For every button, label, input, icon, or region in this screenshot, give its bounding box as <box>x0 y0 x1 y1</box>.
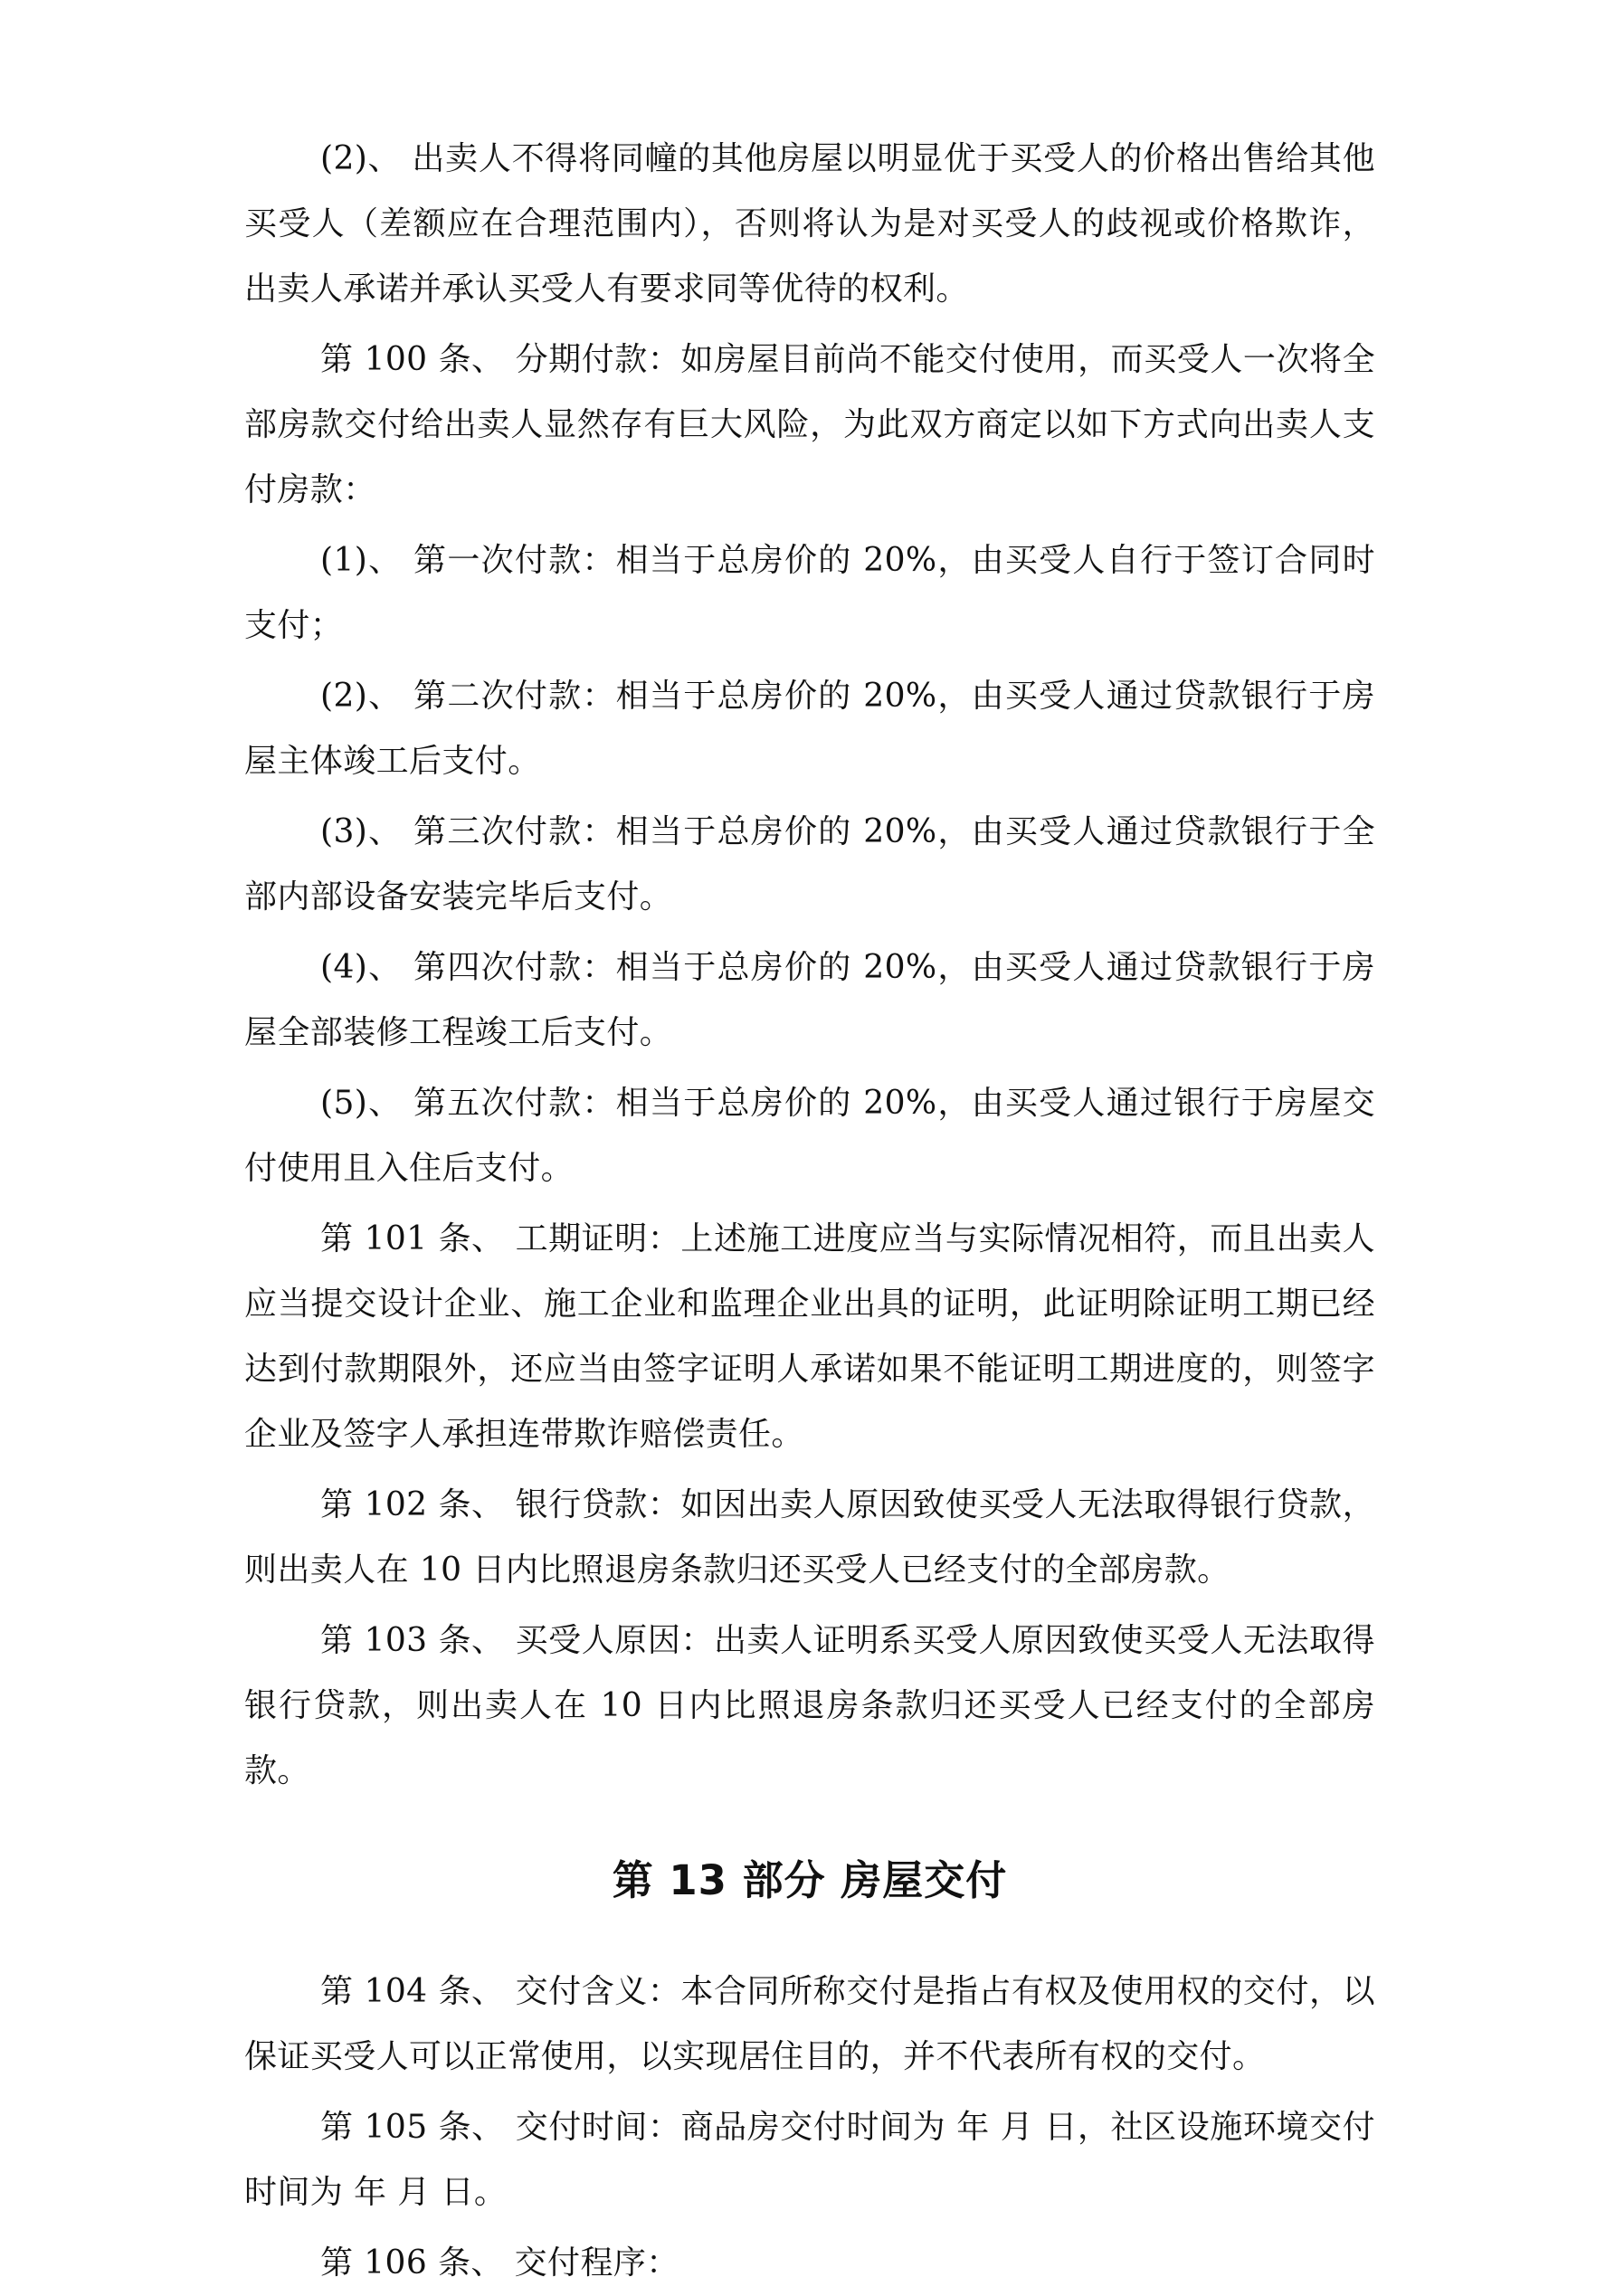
paragraph-clause-2-equal-treatment: (2)、 出卖人不得将同幢的其他房屋以明显优于买受人的价格出售给其他买受人（差额应在合理范围内），否则将认为是对买受人的歧视或价格欺诈，出卖人承诺并承认买受人有要求同等优待的权利。 <box>244 140 1375 308</box>
paragraph-payment-1: (1)、 第一次付款：相当于总房价的 20%，由买受人自行于签订合同时支付； <box>244 542 1375 644</box>
section-title: 第 13 部分 房屋交付 <box>612 1856 1008 1904</box>
paragraph-payment-5: (5)、 第五次付款：相当于总房价的 20%，由买受人通过银行于房屋交付使用且入住后支付。 <box>244 1085 1375 1187</box>
paragraph-article-105: 第 105 条、 交付时间：商品房交付时间为 年 月 日，社区设施环境交付时间为 年 月 日。 <box>244 2109 1375 2211</box>
paragraph-article-100: 第 100 条、 分期付款：如房屋目前尚不能交付使用，而买受人一次将全部房款交付给出卖人显然存有巨大风险，为此双方商定以如下方式向出卖人支付房款： <box>244 341 1375 508</box>
paragraph-payment-4: (4)、 第四次付款：相当于总房价的 20%，由买受人通过贷款银行于房屋全部装修工程竣工后支付。 <box>244 949 1375 1051</box>
paragraph-payment-3: (3)、 第三次付款：相当于总房价的 20%，由买受人通过贷款银行于全部内部设备安装完毕后支付。 <box>244 813 1375 916</box>
paragraph-article-101: 第 101 条、 工期证明：上述施工进度应当与实际情况相符，而且出卖人应当提交设计企业、施工企业和监理企业出具的证明，此证明除证明工期已经达到付款期限外，还应当由签字证明人承诺如果不能证明工期进度的，则签字企业及签字人承担连带欺诈赔偿责任。 <box>244 1220 1375 1453</box>
paragraph-article-102: 第 102 条、 银行贷款：如因出卖人原因致使买受人无法取得银行贷款，则出卖人在 10 日内比照退房条款归还买受人已经支付的全部房款。 <box>244 1486 1375 1589</box>
paragraph-article-106: 第 106 条、 交付程序： <box>320 2244 679 2282</box>
paragraph-article-103: 第 103 条、 买受人原因：出卖人证明系买受人原因致使买受人无法取得银行贷款，则出卖人在 10 日内比照退房条款归还买受人已经支付的全部房款。 <box>244 1622 1375 1789</box>
paragraph-payment-2: (2)、 第二次付款：相当于总房价的 20%，由买受人通过贷款银行于房屋主体竣工后支付。 <box>244 678 1375 780</box>
page-content <box>244 127 1375 2296</box>
paragraph-article-104: 第 104 条、 交付含义：本合同所称交付是指占有权及使用权的交付，以保证买受人可以正常使用，以实现居住目的，并不代表所有权的交付。 <box>244 1973 1375 2075</box>
